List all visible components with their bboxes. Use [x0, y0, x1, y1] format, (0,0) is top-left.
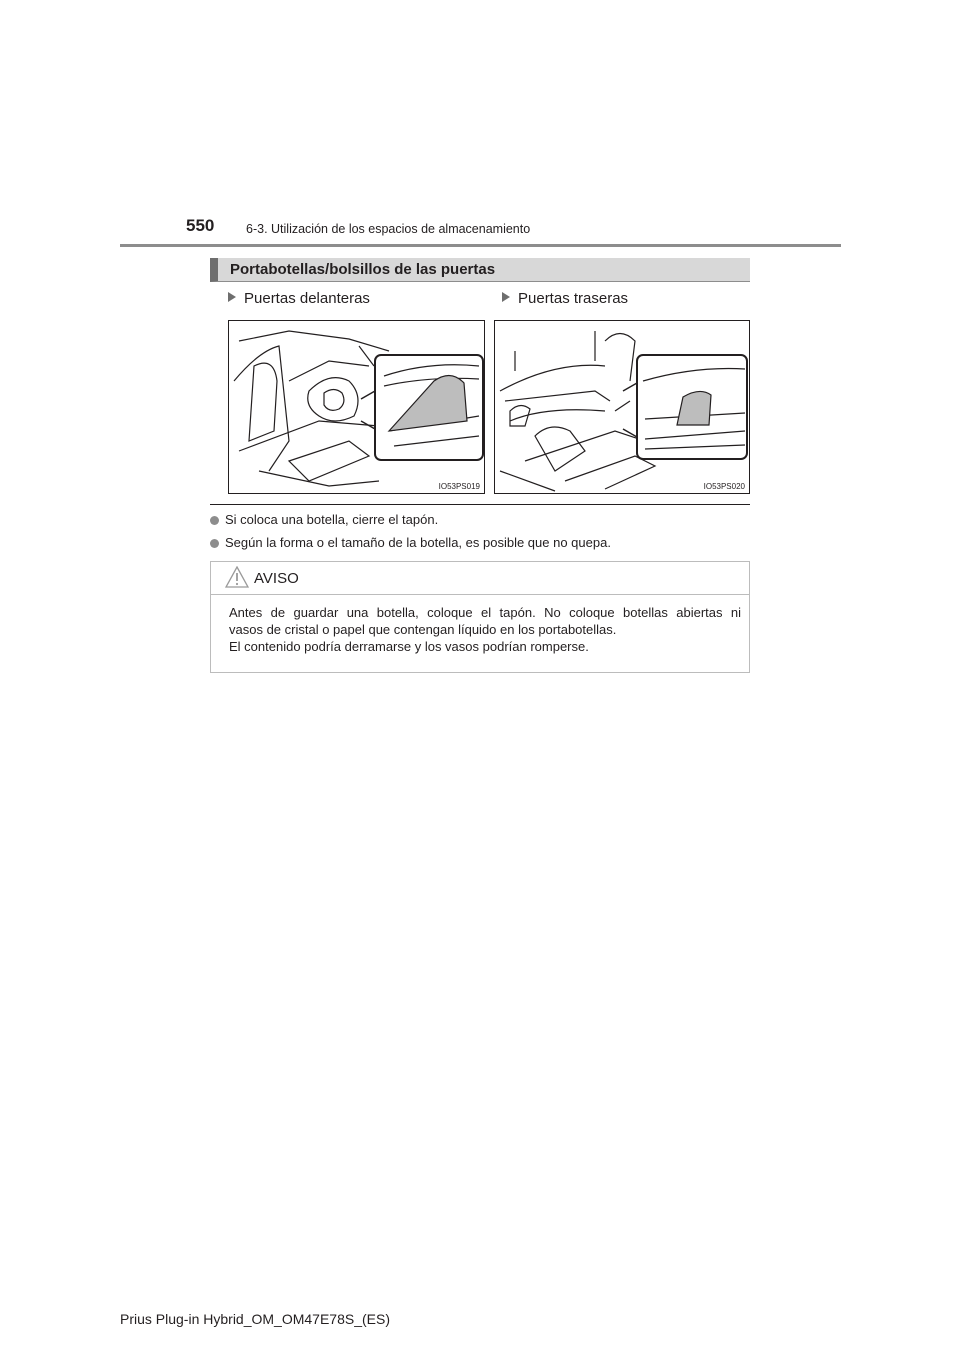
- figure-rule: [210, 504, 750, 505]
- subheading-title: Portabotellas/bolsillos de las puertas: [230, 261, 496, 278]
- front-door-illustration: [229, 321, 485, 494]
- footer-document-id: Prius Plug-in Hybrid_OM_OM47E78S_(ES): [120, 1311, 390, 1327]
- warning-line: vasos de cristal o papel que contengan líquido en los portabotellas.: [229, 622, 617, 637]
- figure-code: IO53PS019: [438, 482, 480, 491]
- section-title: 6-3. Utilización de los espacios de almacenamiento: [246, 222, 531, 236]
- figure-front-door-bottle-holder: [228, 320, 485, 494]
- rear-door-illustration: [495, 321, 750, 494]
- caption-rear-doors: Puertas traseras: [502, 290, 628, 307]
- figure-code: IO53PS020: [703, 482, 745, 491]
- warning-line: El contenido podría derramarse y los vasos podrían romperse.: [229, 639, 589, 654]
- warning-line: Antes de guardar una botella, coloque el tapón. No coloque botellas abiertas ni: [229, 605, 741, 620]
- warning-text: [229, 604, 741, 655]
- caption-front-doors: Puertas delanteras: [228, 290, 370, 307]
- bullet-dot-icon: [210, 516, 219, 525]
- bullet-dot-icon: [210, 539, 219, 548]
- warning-box: [210, 561, 750, 673]
- warning-header: [211, 562, 749, 595]
- triangle-bullet-icon: [228, 292, 236, 302]
- bullet-item: Según la forma o el tamaño de la botella, es posible que no quepa.: [210, 535, 611, 550]
- subheading-bar: [210, 258, 750, 282]
- bullet-item: Si coloca una botella, cierre el tapón.: [210, 512, 438, 527]
- warning-title: AVISO: [254, 570, 299, 587]
- warning-triangle-icon: [225, 566, 249, 588]
- figure-rear-door-bottle-holder: [494, 320, 750, 494]
- header-rule: [120, 244, 841, 247]
- page-number: 550: [186, 216, 215, 235]
- triangle-bullet-icon: [502, 292, 510, 302]
